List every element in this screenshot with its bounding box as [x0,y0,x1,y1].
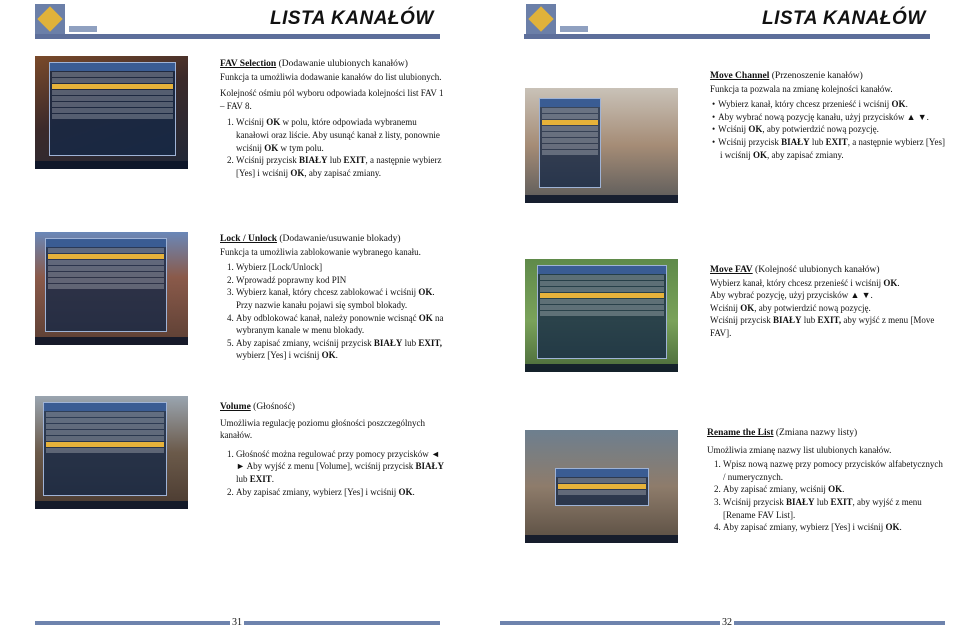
key-label: OK [883,277,898,288]
step-item [720,98,945,111]
move-fav-section: Move FAV (Kolejność ulubionych kanałów) Wybierz kanał, który chcesz przenieść i wciśnij OK. Aby wybrać pozycję, użyj przycisków ▲ ▼. Wciśnij OK, aby potwierdzić nową pozycję. Wciśnij przycisk BIAŁY lub EXIT, aby wyjść z menu [Move FAV]. [710,264,945,340]
step-item [236,116,445,154]
text-segment: w polu, które odpowiada wybranemu kanałowi oraz liście. Aby usunąć kanał z listy, ponownie wciśnij [236,117,440,153]
move-fav-title: Move FAV [710,265,753,275]
move-fav-screenshot [525,259,678,372]
step-item [723,483,947,496]
brand-logo [526,4,588,36]
rename-list-steps [707,458,947,534]
text-segment: Wciśnij [710,302,741,313]
fav-selection-section: FAV Selection (Dodawanie ulubionych kanałów) Funkcja ta umożliwia dodawanie kanałów do list ulubionych. Kolejność ośmiu pól wyboru odpowiada kolejności list FAV 1 – FAV 8. 1. Wciśnij OK w polu, które odpowiada wybranemu kanałowi oraz liście. Aby usunąć kanał z listy, ponownie wciśnij OK w tym polu. 2. Wciśnij przycisk BIAŁY lub EXIT, a następnie wybierz [Yes] i wciśnij OK, aby zapisać zmiany. [220,58,445,179]
text-segment: Wciśnij [718,124,749,135]
rename-list-title: Rename the List [707,428,774,438]
fav-selection-steps [220,116,445,179]
rename-list-section: Rename the List (Zmiana nazwy listy) Umożliwia zmianę nazwy list ulubionych kanałów. 1. Wpisz nową nazwę przy pomocy przycisków alfabetycznych / numerycznych. 2. Aby zapisać zmiany, wciśnij OK. 3. Wciśnij przycisk BIAŁY lub EXIT, aby wyjść z menu [Rename FAV List]. 4. Aby zapisać zmiany, wybierz [Yes] i wciśnij OK. [707,427,947,534]
step-item [720,136,945,161]
text-segment: Aby zapisać zmiany, wybierz [Yes] i wciśnij [723,522,886,533]
step-item [720,123,945,136]
text-segment: . [842,484,845,495]
key-label: OK [266,117,281,128]
key-label: EXIT [830,496,853,507]
text-segment: . [905,99,908,110]
key-label: EXIT [825,136,848,147]
key-label: OK [321,350,336,361]
text-segment: Wciśnij przycisk [236,155,299,166]
lock-unlock-section: Lock / Unlock (Dodawanie/usuwanie blokady) Funkcja ta umożliwia zablokowanie wybranego kanału. 1. Wybierz [Lock/Unlock] 2. Wprowadź poprawny kod PIN 3. Wybierz kanał, który chcesz zablokować i wciśnij OK. Przy nazwie kanału pojawi się symbol blokady. 4. Aby odblokować kanał, należy ponownie wcisnąć OK na wybranym kanale w menu blokady. 5. Aby zapisać zmiany, wciśnij przycisk BIAŁY lub EXIT, wybierz [Yes] i wciśnij OK. [220,233,445,362]
text-segment: . [412,486,415,497]
volume-screenshot [35,396,188,509]
step-item [723,521,947,534]
header-bar-right [524,34,930,39]
key-label: BIAŁY [415,461,444,472]
move-channel-steps [710,98,945,161]
rename-list-screenshot [525,430,678,543]
text-segment: aby wyjść z menu [Move FAV]. [710,315,935,338]
text-segment: w tym polu. [278,142,324,153]
text-segment: lub [814,496,831,507]
move-channel-intro: Funkcja ta pozwala na zmianę kolejności kanałów. [710,83,893,94]
lock-unlock-screenshot [35,232,188,345]
text-segment: Wybierz kanał, który chcesz zablokować i wciśnij [236,287,419,298]
text-segment: , aby zapisać zmiany. [767,149,844,160]
step-item [723,496,947,521]
text-segment: . [271,473,275,484]
key-label: OK [264,142,279,153]
step-item [236,286,445,311]
step-item [236,261,445,274]
key-label: OK [290,167,305,178]
key-label: BIAŁY [781,136,810,147]
key-label: OK [418,312,433,323]
lock-unlock-steps [220,261,445,362]
key-label: OK [740,302,755,313]
text-segment: , a następnie wybierz [Yes] i wciśnij [236,155,442,178]
text-segment: . [899,522,902,533]
move-channel-screenshot [525,88,678,203]
text-segment: , aby wyjść z menu [Rename FAV List]. [723,496,922,520]
key-label: EXIT, [817,315,842,326]
key-label: OK [885,522,900,533]
lock-unlock-title: Lock / Unlock [220,234,278,244]
key-label: BIAŁY [772,315,802,326]
key-label: BIAŁY [373,337,403,348]
text-segment: Aby zapisać zmiany, wciśnij [723,484,829,495]
step-item [236,274,445,287]
step-line [710,302,945,315]
key-label: EXIT [249,473,272,484]
rename-list-intro: Umożliwia zmianę nazwy list ulubionych kanałów. [707,444,892,455]
step-item [236,337,445,362]
text-segment: , aby potwierdzić nową pozycję. [762,124,879,135]
fav-selection-order: Kolejność ośmiu pól wyboru odpowiada kolejności list FAV 1 – FAV 8. [220,88,444,111]
fav-selection-title: FAV Selection [220,59,277,69]
text-segment: , a następnie wybierz [Yes] i wciśnij [720,136,945,160]
key-label: OK [753,149,768,160]
fav-selection-intro: Funkcja ta umożliwia dodawanie kanałów do list ulubionych. [220,71,442,82]
text-segment: Wybierz kanał, który chcesz przenieść i wciśnij [710,277,884,288]
step-line [710,289,945,302]
key-label: EXIT [343,155,366,166]
page-title-right: LISTA KANAŁÓW [762,8,926,29]
move-channel-title: Move Channel [710,71,770,81]
lock-unlock-intro: Funkcja ta umożliwia zablokowanie wybranego kanału. [220,246,421,257]
text-segment: Aby zapisać zmiany, wciśnij przycisk [236,337,374,348]
text-segment: Wciśnij przycisk [710,315,773,326]
text-segment: Wybierz [Lock/Unlock] [236,262,323,273]
step-line [710,314,945,339]
text-segment: na wybranym kanale w menu blokady. [236,312,444,336]
right-page [480,0,960,628]
step-item [720,111,945,124]
text-segment: Wprowadź poprawny kod PIN [236,274,347,285]
text-segment: . [897,277,900,288]
step-item [236,154,445,179]
key-label: BIAŁY [785,496,815,507]
volume-intro: Umożliwia regulację poziomu głośności poszczególnych kanałów. [220,417,425,441]
volume-steps [220,448,445,498]
text-segment: lub [809,136,826,147]
page-number-left: 31 [232,617,242,628]
text-segment: . Przy nazwie kanału pojawi się symbol blokady. [236,287,435,310]
text-segment: lub [236,473,250,484]
fav-selection-screenshot [35,56,188,169]
key-label: BIAŁY [298,155,328,166]
step-line [710,277,945,290]
text-segment: Aby zapisać zmiany, wybierz [Yes] i wciśnij [236,486,399,497]
text-segment: Aby wybrać nową pozycję kanału, użyj przycisków ▲ ▼. [718,111,929,122]
text-segment: , aby zapisać zmiany. [304,167,381,178]
step-item [236,486,445,499]
text-segment: Wciśnij przycisk [718,136,782,147]
text-segment: lub [402,337,419,348]
text-segment: Wciśnij przycisk [723,496,786,507]
key-label: OK [418,287,433,298]
key-label: OK [828,484,843,495]
key-label: OK [748,124,763,135]
text-segment: . [335,350,338,361]
header-bar-left [35,34,440,39]
text-segment: Wybierz kanał, który chcesz przenieść i wciśnij [718,99,892,110]
brand-logo [35,4,97,36]
step-item [236,448,445,486]
volume-title: Volume [220,402,251,412]
text-segment: wybierz [Yes] i wciśnij [236,350,322,361]
text-segment: , aby potwierdzić nową pozycję. [754,302,871,313]
volume-section: Volume (Głośność) Umożliwia regulację poziomu głośności poszczególnych kanałów. 1. Głośność można regulować przy pomocy przycisków ◄ ► Aby wyjść z menu [Volume], wciśnij przycisk BIAŁY lub EXIT. 2. Aby zapisać zmiany, wybierz [Yes] i wciśnij OK. [220,401,445,498]
move-channel-section: Move Channel (Przenoszenie kanałów) Funkcja ta pozwala na zmianę kolejności kanałów. • Wybierz kanał, który chcesz przenieść i wciśnij OK. • Aby wybrać nową pozycję kanału, użyj przycisków ▲ ▼. • Wciśnij OK, aby potwierdzić nową pozycję. • Wciśnij przycisk BIAŁY lub EXIT, a następnie wybierz [Yes] i wciśnij OK, aby zapisać zmiany. [710,70,945,161]
page-number-right: 32 [722,617,732,628]
page-title-left: LISTA KANAŁÓW [270,8,434,29]
text-segment: lub [327,155,344,166]
key-label: OK [891,99,906,110]
text-segment: Aby wybrać pozycję, użyj przycisków ▲ ▼. [710,290,873,301]
text-segment: Wciśnij [236,117,267,128]
move-fav-steps [710,277,945,340]
step-item [723,458,947,483]
text-segment: Aby odblokować kanał, należy ponownie wcisnąć [236,312,419,323]
text-segment: Wpisz nową nazwę przy pomocy przycisków alfabetycznych / numerycznych. [723,459,943,482]
key-label: OK [398,486,413,497]
text-segment: Głośność można regulować przy pomocy przycisków ◄ ► Aby wyjść z menu [Volume], wciśnij przycisk [236,448,440,472]
text-segment: lub [801,315,818,326]
step-item [236,312,445,337]
key-label: EXIT, [418,337,442,348]
